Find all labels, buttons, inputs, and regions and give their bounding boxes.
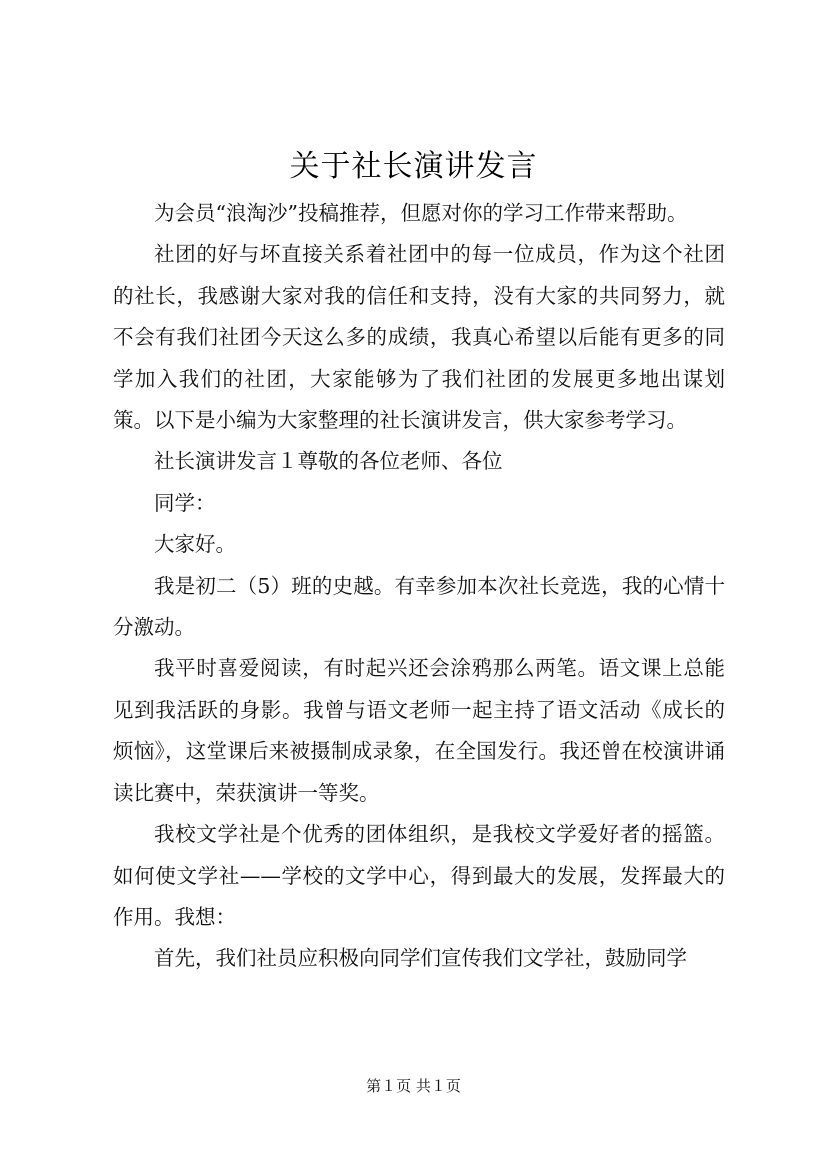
- document-body: [113, 193, 725, 980]
- paragraph: 社长演讲发言１尊敬的各位老师、各位: [154, 449, 503, 474]
- document-title: 关于社长演讲发言: [289, 149, 538, 184]
- paragraph: 同学：: [154, 490, 216, 515]
- paragraph: 我平时喜爱阅读，有时起兴还会涂鸦那么两笔。语文课上总能见到我活跃的身影。我曾与语文老师一起主持了语文活动《成长的烦恼》，这堂课后来被摄制成录象，在全国发行。我还曾在校演讲诵读比赛中，荣获演讲一等奖。: [113, 656, 725, 805]
- page-footer: 第１页 共１页: [366, 1077, 461, 1095]
- paragraph: 社团的好与坏直接关系着社团中的每一位成员，作为这个社团的社长，我感谢大家对我的信任和支持，没有大家的共同努力，就不会有我们社团今天这么多的成绩，我真心希望以后能有更多的同学加入我们的社团，大家能够为了我们社团的发展更多地出谋划策。以下是小编为大家整理的社长演讲发言，供大家参考学习。: [113, 242, 725, 433]
- paragraph: 为会员“浪淘沙”投稿推荐，但愿对你的学习工作带来帮助。: [154, 201, 688, 225]
- paragraph: 我是初二（5）班的史越。有幸参加本次社长竞选，我的心情十分激动。: [113, 573, 725, 640]
- paragraph: 首先，我们社员应积极向同学们宣传我们文学社，鼓励同学: [154, 946, 687, 971]
- paragraph: 我校文学社是个优秀的团体组织，是我校文学爱好者的摇篮。如何使文学社——学校的文学中心，得到最大的发展，发挥最大的作用。我想：: [113, 822, 725, 929]
- paragraph: 大家好。: [154, 532, 236, 557]
